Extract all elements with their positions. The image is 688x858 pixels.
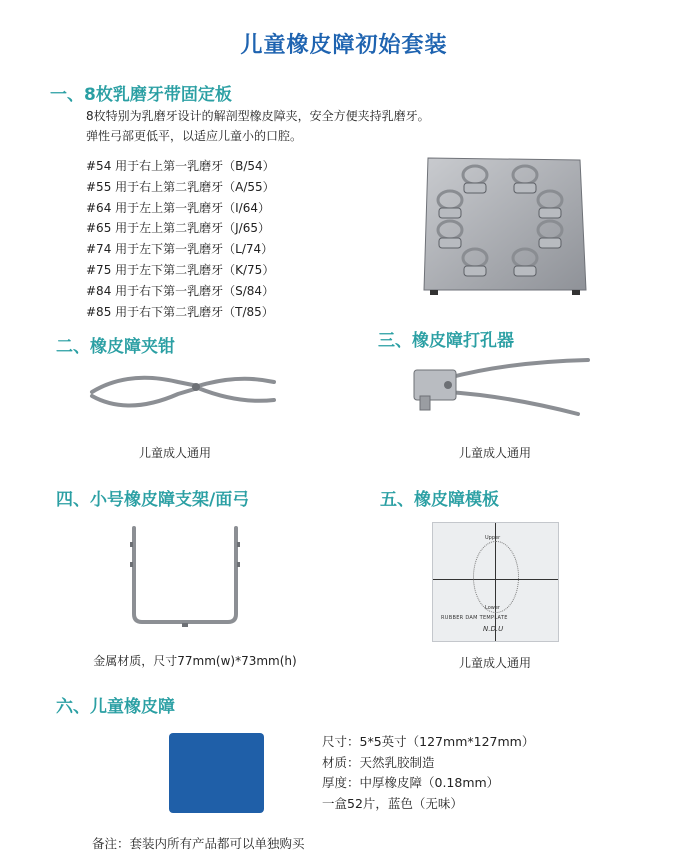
spec-line: 厚度：中厚橡皮障（0.18mm） [322, 775, 500, 790]
page-title: 儿童橡皮障初始套装 [240, 33, 448, 58]
list-item: #64 用于左上第一乳磨牙（I/64） [86, 200, 270, 215]
section3-caption: 儿童成人通用 [458, 446, 531, 460]
list-item: #55 用于右上第二乳磨牙（A/55） [86, 179, 275, 194]
list-item: #74 用于左下第一乳磨牙（L/74） [86, 242, 274, 257]
list-item: #75 用于左下第二乳磨牙（K/75） [86, 262, 275, 277]
spec-line: 一盒52片，蓝色（无味） [322, 795, 463, 811]
dam-template-image [432, 522, 559, 642]
section1-description [86, 106, 506, 146]
spec-line: 材质：天然乳胶制造 [322, 754, 435, 770]
list-item: #54 用于右上第一乳磨牙（B/54） [86, 159, 275, 173]
list-item: #85 用于右下第二乳磨牙（T/85） [86, 304, 274, 319]
section1-heading: 一、8枚乳磨牙带固定板 [50, 85, 232, 105]
rubber-dam-sheet-image [169, 733, 264, 813]
template-arch [473, 541, 519, 613]
clamp-stand-image [420, 150, 590, 300]
section4-caption: 金属材质，尺寸77mm(w)*73mm(h) [93, 654, 297, 668]
dam-frame-image [120, 522, 250, 632]
spec-line: 尺寸：5*5英寸（127mm*127mm） [322, 734, 535, 749]
template-name: RUBBER DAM TEMPLATE [441, 615, 508, 621]
section4-heading: 四、小号橡皮障支架/面弓 [56, 490, 250, 510]
section3-heading: 三、橡皮障打孔器 [378, 331, 514, 351]
section5-heading: 五、橡皮障模板 [380, 490, 499, 510]
hole-punch-image [408, 352, 593, 422]
template-upper-label: Upper [485, 535, 501, 541]
section1-desc-line: 8枚特别为乳磨牙设计的解剖型橡皮障夹，安全方便夹持乳磨牙。 [86, 109, 430, 123]
section5-caption: 儿童成人通用 [458, 656, 531, 670]
section2-heading: 二、橡皮障夹钳 [56, 337, 175, 357]
footer-note: 备注：套装内所有产品都可以单独购买 [92, 836, 305, 851]
template-lower-label: Lower [485, 605, 500, 611]
template-brand: N.D.U [483, 625, 504, 633]
list-item: #65 用于左上第二乳磨牙（J/65） [86, 221, 270, 236]
section1-desc-line: 弹性弓部更低平，以适应儿童小的口腔。 [86, 129, 303, 143]
clamp-forceps-image [88, 360, 278, 420]
section6-heading: 六、儿童橡皮障 [56, 697, 175, 717]
section6-specs [322, 732, 652, 814]
clamp-list [86, 156, 346, 322]
section2-caption: 儿童成人通用 [138, 446, 211, 460]
list-item: #84 用于右下第一乳磨牙（S/84） [86, 283, 275, 298]
